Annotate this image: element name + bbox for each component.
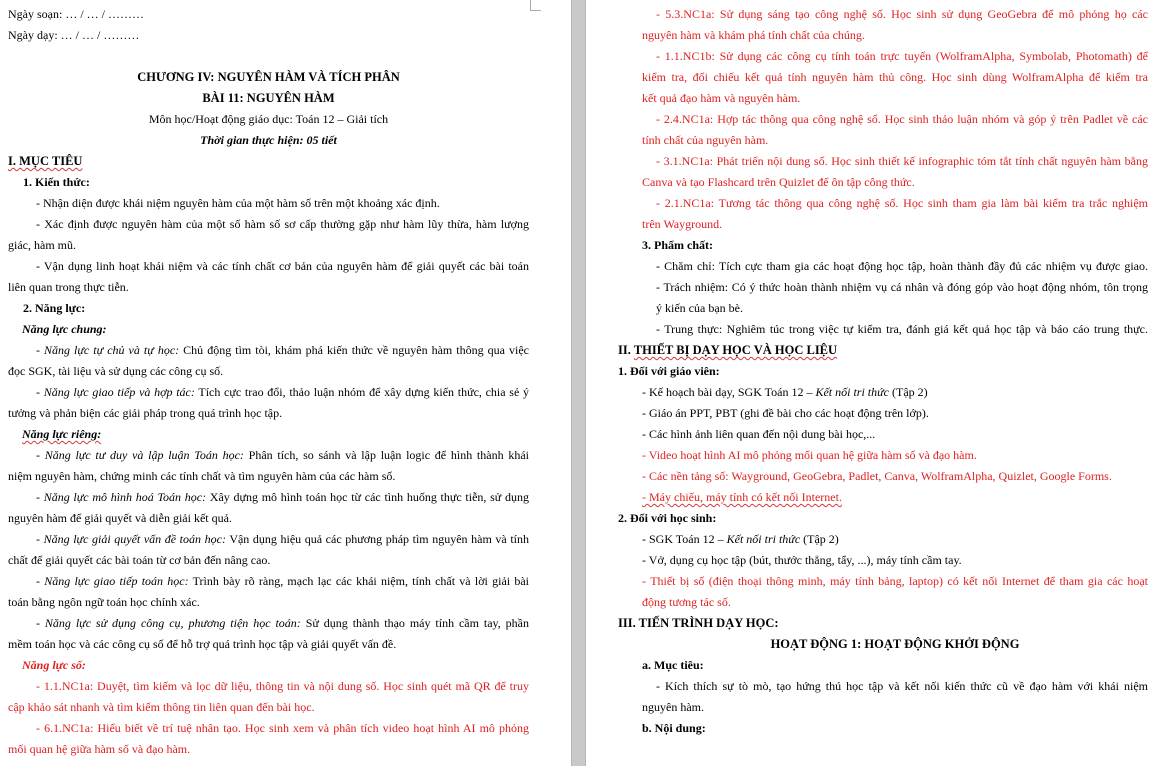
crop-mark-left: [530, 0, 541, 11]
quality-item-1: - Chăm chỉ: Tích cực tham gia các hoạt động học tập, hoàn thành đầy đủ các nhiệm vụ được giao.: [656, 259, 1148, 273]
duration-line: Thời gian thực hiện: 05 tiết: [200, 133, 337, 147]
specific-item-5-cont: mềm toán học và các công cụ số để hỗ trợ quá trình học tập và giải quyết vấn đề.: [8, 637, 397, 651]
section-1-title: [8, 151, 529, 172]
specific-item-3: [8, 529, 529, 550]
section-2-heading: THIẾT BỊ DẠY HỌC VÀ HỌC LIỆU: [633, 343, 838, 357]
specific-item-4-label: - Năng lực giao tiếp toán học:: [36, 574, 189, 588]
digital-item-1: - 1.1.NC1a: Duyệt, tìm kiếm và lọc dữ liệu, thông tin và nội dung số. Học sinh quét mã QR để truy: [36, 679, 529, 693]
general-item-1-label: - Năng lực tự chủ và tự học:: [36, 343, 180, 357]
general-item-1-cont: đọc SGK, tài liệu và sử dụng các công cụ số.: [8, 364, 224, 378]
specific-item-5-text: Sử dụng thành thạo máy tính cầm tay, phần: [300, 616, 529, 630]
specific-item-1-label: - Năng lực tư duy và lập luận Toán học:: [36, 448, 244, 462]
student-item-1: [642, 529, 1148, 550]
specific-item-1-text: Phân tích, so sánh và lập luận logic để hình thành khái: [243, 448, 529, 462]
digital-item-4-cont-2: kết quả đạo hàm và nguyên hàm.: [642, 91, 801, 105]
specific-item-4-cont: toán bằng ngôn ngữ toán học chính xác.: [8, 595, 200, 609]
knowledge-title: 1. Kiến thức:: [23, 175, 90, 189]
specific-item-2-text: Xây dựng mô hình toán học từ các tình huống thực tiễn, sử dụng: [206, 490, 529, 504]
objective-item-1: - Kích thích sự tò mò, tạo hứng thú học tập và kết nối kiến thức cũ về đạo hàm với khái niệm: [656, 679, 1148, 693]
digital-competency-title: Năng lực số:: [22, 658, 86, 672]
specific-item-2-cont: nguyên hàm để giải quyết và diễn giải kết quả.: [8, 511, 232, 525]
general-competency-title: Năng lực chung:: [22, 322, 107, 336]
document-page-left: [0, 0, 571, 766]
general-item-2-text: Tích cực trao đổi, thảo luận nhóm để xây dựng kiến thức, chia sẻ ý: [194, 385, 530, 399]
specific-item-1: [8, 445, 529, 466]
quality-title: 3. Phẩm chất:: [642, 238, 713, 252]
lesson-title: BÀI 11: NGUYÊN HÀM: [202, 91, 335, 105]
digital-item-3: - 5.3.NC1a: Sử dụng sáng tạo công nghệ số. Học sinh sử dụng GeoGebra để mô phỏng họ các: [656, 7, 1148, 21]
teacher-item-1: [642, 382, 1148, 403]
student-title: 2. Đối với học sinh:: [618, 511, 717, 525]
digital-item-5-cont: tính chất của nguyên hàm.: [642, 133, 769, 147]
student-item-1-post: (Tập 2): [800, 532, 839, 546]
specific-competency-title: [8, 424, 529, 445]
specific-item-4-text: Trình bày rõ ràng, mạch lạc các khái niệm, tính chất và lời giải bài: [188, 574, 529, 588]
knowledge-item-2-cont: giác, hàm mũ.: [8, 238, 76, 252]
digital-item-7: - 2.1.NC1a: Tương tác thông qua công nghệ số. Học sinh tham gia làm bài kiểm tra trắc nghiệm: [656, 196, 1148, 210]
student-item-3: - Thiết bị số (điện thoại thông minh, máy tính bảng, laptop) có kết nối Internet để tham gia các hoạt: [642, 574, 1148, 588]
section-2-title: [618, 340, 1148, 361]
specific-item-3-text: Vận dụng hiệu quả các phương pháp tìm nguyên hàm và tính: [225, 532, 529, 546]
general-item-1: [8, 340, 529, 361]
student-item-2: - Vở, dụng cụ học tập (bút, thước thẳng, tẩy, ...), máy tính cầm tay.: [642, 553, 962, 567]
objective-item-1-cont: nguyên hàm.: [642, 700, 704, 714]
teacher-item-5: - Các nền tảng số: Wayground, GeoGebra, Padlet, Canva, WolframAlpha, Quizlet, Google Forms.: [642, 469, 1112, 483]
chapter-title: CHƯƠNG IV: NGUYÊN HÀM VÀ TÍCH PHÂN: [137, 70, 400, 84]
section-1-heading: I. MỤC TIÊU: [8, 154, 83, 168]
digital-item-2-cont: mối quan hệ giữa hàm số và đạo hàm.: [8, 742, 191, 756]
student-item-1-pre: - SGK Toán 12 –: [642, 532, 727, 546]
digital-item-7-cont: trên Wayground.: [642, 217, 723, 231]
knowledge-item-3-cont: liên quan trong thực tiễn.: [8, 280, 129, 294]
digital-item-6: - 3.1.NC1a: Phát triển nội dung số. Học sinh thiết kế infographic tóm tắt tính chất nguyên hàm bằng: [656, 154, 1148, 168]
specific-item-3-label: - Năng lực giải quyết vấn đề toán học:: [36, 532, 226, 546]
knowledge-item-1: - Nhận diện được khái niệm nguyên hàm của một hàm số trên một khoảng xác định.: [36, 196, 440, 210]
digital-item-5: - 2.4.NC1a: Hợp tác thông qua công nghệ số. Học sinh thảo luận nhóm và góp ý trên Padlet về các: [656, 112, 1148, 126]
specific-item-2-label: - Năng lực mô hình hoá Toán học:: [36, 490, 207, 504]
teacher-item-6-text: - Máy chiếu, máy tính có kết nối Internet.: [642, 490, 842, 504]
quality-item-3: - Trung thực: Nghiêm túc trong việc tự kiểm tra, đánh giá kết quả học tập và báo cáo trung thực.: [656, 322, 1148, 336]
teacher-title: 1. Đối với giáo viên:: [618, 364, 720, 378]
specific-item-1-cont: niệm nguyên hàm, chứng minh các tính chất và tìm nguyên hàm của các hàm số.: [8, 469, 396, 483]
digital-item-1-cont: cập khảo sát nhanh và tìm kiếm thông tin liên quan đến bài học.: [8, 700, 315, 714]
document-page-right: [586, 0, 1160, 766]
digital-item-6-cont: Canva và tạo Flashcard trên Quizlet để ôn tập công thức.: [642, 175, 915, 189]
teacher-item-3: - Các hình ảnh liên quan đến nội dung bài học,...: [642, 427, 876, 441]
content-title: b. Nội dung:: [642, 721, 706, 735]
knowledge-item-2: - Xác định được nguyên hàm của một số hàm số sơ cấp thường gặp như hàm lũy thừa, hàm lượng: [36, 217, 529, 231]
section-3-title: III. TIẾN TRÌNH DẠY HỌC:: [618, 616, 779, 630]
specific-item-4: [8, 571, 529, 592]
competency-title: 2. Năng lực:: [23, 301, 86, 315]
teacher-item-6: [642, 487, 1148, 508]
quality-item-2-cont: ý kiến của bạn bè.: [656, 301, 743, 315]
teacher-item-2: - Giáo án PPT, PBT (ghi đề bài cho các hoạt động trên lớp).: [642, 406, 929, 420]
specific-item-5-label: - Năng lực sử dụng công cụ, phương tiện học toán:: [36, 616, 301, 630]
specific-item-3-cont: chất để giải quyết các bài toán từ cơ bản đến nâng cao.: [8, 553, 271, 567]
student-item-1-book: Kết nối tri thức: [726, 532, 801, 546]
digital-item-4-cont-1: kiểm tra, đối chiếu kết quả tính nguyên hàm thủ công. Học sinh dùng WolframAlpha để kiểm tra: [642, 70, 1148, 84]
knowledge-item-3: - Vận dụng linh hoạt khái niệm và các tính chất cơ bản của nguyên hàm để giải quyết các bài toán: [36, 259, 529, 273]
teacher-item-1-book: Kết nối tri thức: [815, 385, 890, 399]
teacher-item-1-pre: - Kế hoạch bài dạy, SGK Toán 12 –: [642, 385, 816, 399]
activity-1-title: HOẠT ĐỘNG 1: HOẠT ĐỘNG KHỞI ĐỘNG: [770, 637, 1020, 651]
section-2-prefix: II.: [618, 343, 634, 357]
general-item-2-label: - Năng lực giao tiếp và hợp tác:: [36, 385, 195, 399]
quality-item-2: - Trách nhiệm: Có ý thức hoàn thành nhiệm vụ cá nhân và đóng góp vào hoạt động nhóm, tôn trọng: [656, 280, 1148, 294]
digital-item-2: - 6.1.NC1a: Hiểu biết về trí tuệ nhân tạo. Học sinh xem và phân tích video hoạt hình AI mô phỏng: [36, 721, 529, 735]
date-prepared: Ngày soạn: … / … / ………: [8, 7, 144, 21]
specific-item-5: [8, 613, 529, 634]
general-item-2: [8, 382, 529, 403]
digital-item-3-cont: nguyên hàm và khám phá tính chất của chúng.: [642, 28, 865, 42]
general-item-1-text: Chủ động tìm tòi, khám phá kiến thức về nguyên hàm thông qua việc: [179, 343, 529, 357]
specific-item-2: [8, 487, 529, 508]
specific-competency-heading: Năng lực riêng:: [22, 427, 102, 441]
subject-line: Môn học/Hoạt động giáo dục: Toán 12 – Giải tích: [148, 112, 389, 126]
teacher-item-4: - Video hoạt hình AI mô phỏng mối quan hệ giữa hàm số và đạo hàm.: [642, 448, 977, 462]
digital-item-4: - 1.1.NC1b: Sử dụng các công cụ tính toán trực tuyến (WolframAlpha, Symbolab, Photomath) để: [656, 49, 1148, 63]
general-item-2-cont: tưởng và phản biện các giải pháp trong quá trình học tập.: [8, 406, 283, 420]
objective-title: a. Mục tiêu:: [642, 658, 704, 672]
teacher-item-1-post: (Tập 2): [889, 385, 928, 399]
page-gutter: [571, 0, 586, 766]
student-item-3-cont: động tương tác số.: [642, 595, 731, 609]
date-taught: Ngày dạy: … / … / ………: [8, 28, 140, 42]
